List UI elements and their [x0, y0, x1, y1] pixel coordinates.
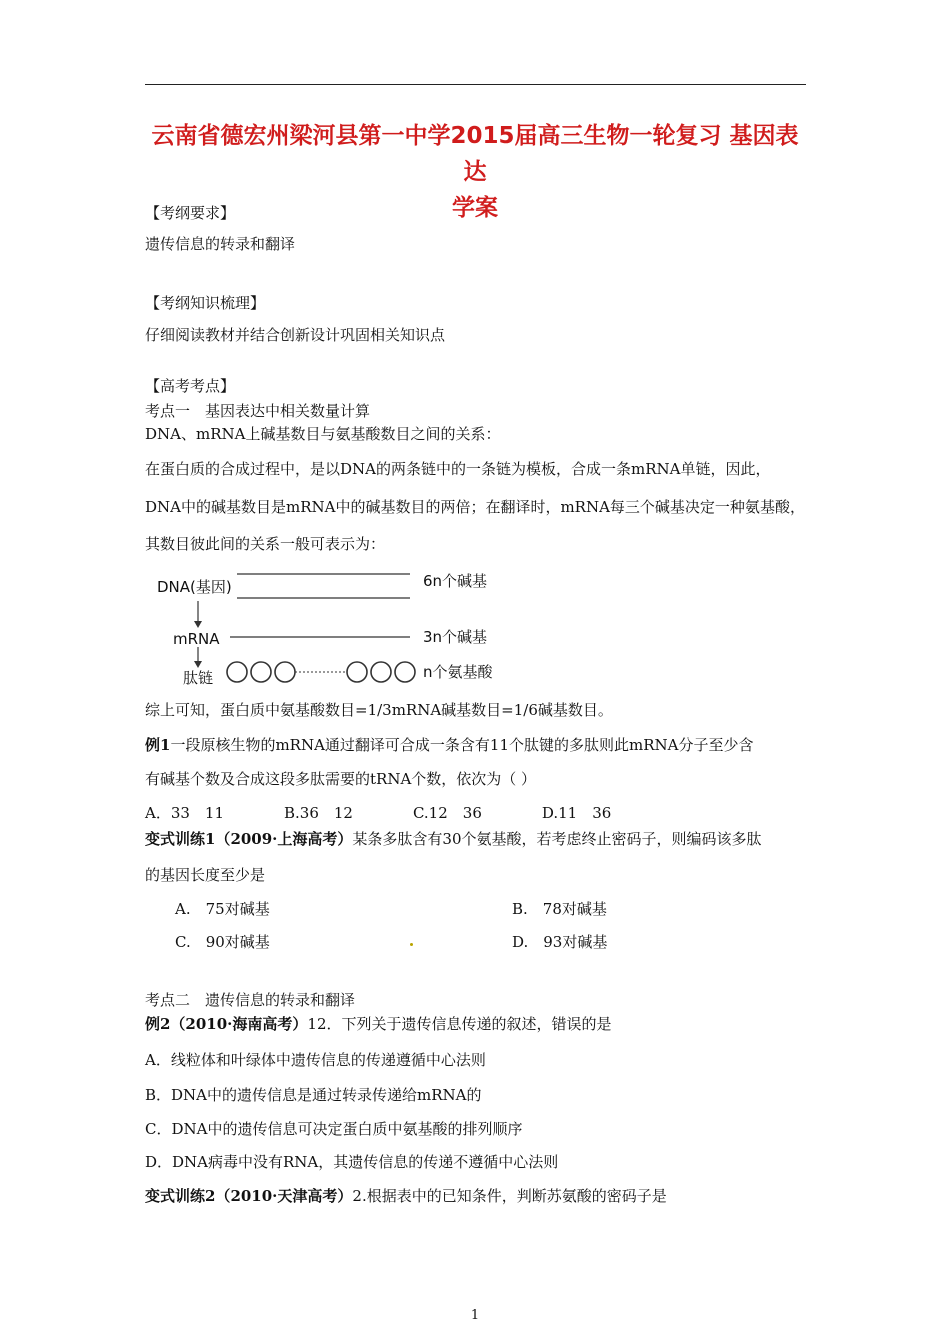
example2-label: 例2（2010·海南高考）: [145, 1015, 308, 1033]
variant1-text-2: 的基因长度至少是: [145, 866, 266, 884]
variant2-label: 变式训练2（2010·天津高考）: [145, 1187, 353, 1205]
title-line-1: 云南省德宏州梁河县第一中学2015届高三生物一轮复习 基因表达: [151, 123, 799, 185]
point1-paragraph-2: DNA中的碱基数目是mRNA中的碱基数目的两倍；在翻译时，mRNA每三个碱基决定一种氨基酸，: [145, 498, 805, 516]
variant1-option-d: D. 93对碱基: [512, 933, 608, 951]
amino-acid-circle: [227, 662, 247, 682]
diagram-mrna-label: mRNA: [173, 630, 220, 648]
amino-acid-circle: [275, 662, 295, 682]
point1-paragraph-3: 其数目彼此间的关系一般可表示为：: [145, 535, 386, 553]
variant2-line: [145, 1186, 667, 1206]
stray-dot-mark: [410, 943, 413, 946]
variant1-option-b: B. 78对碱基: [512, 900, 607, 918]
amino-acid-circle: [395, 662, 415, 682]
point1-summary: 综上可知，蛋白质中氨基酸数目=1/3mRNA碱基数目=1/6碱基数目。: [145, 701, 613, 719]
diagram-dna-count: 6n个碱基: [423, 572, 488, 590]
point2-heading: 考点二 遗传信息的转录和翻译: [145, 991, 356, 1009]
variant1-label: 变式训练1（2009·上海高考）: [145, 830, 353, 848]
knowledge-text: 仔细阅读教材并结合创新设计巩固相关知识点: [145, 326, 446, 344]
example1-text-1: 一段原核生物的mRNA通过翻译可合成一条含有11个肽键的多肽则此mRNA分子至少含: [170, 736, 754, 754]
document-title: [140, 118, 810, 226]
variant1-line-1: [145, 829, 762, 849]
syllabus-text: 遗传信息的转录和翻译: [145, 235, 296, 253]
example2-option-d: D．DNA病毒中没有RNA，其遗传信息的传递不遵循中心法则: [145, 1153, 559, 1171]
point1-heading: 考点一 基因表达中相关数量计算: [145, 402, 371, 420]
example2-option-b: B．DNA中的遗传信息是通过转录传递给mRNA的: [145, 1086, 482, 1104]
diagram-mrna-count: 3n个碱基: [423, 628, 488, 646]
variant1-option-c: C. 90对碱基: [175, 933, 270, 951]
example2-option-a: A．线粒体和叶绿体中遗传信息的传递遵循中心法则: [145, 1051, 486, 1069]
header-rule: [145, 84, 806, 85]
example2-text: 12．下列关于遗传信息传递的叙述，错误的是: [307, 1015, 612, 1033]
dna-mrna-peptide-diagram: [145, 565, 495, 691]
point1-paragraph-1: 在蛋白质的合成过程中，是以DNA的两条链中的一条链为模板，合成一条mRNA单链，因此，: [145, 460, 771, 478]
arrow-translation-head: [194, 661, 202, 668]
amino-acid-circle: [347, 662, 367, 682]
variant1-text-1: 某条多肽含有30个氨基酸，若考虑终止密码子，则编码该多肽: [352, 830, 762, 848]
variant1-option-a: A. 75对碱基: [175, 900, 270, 918]
example1-text-2: 有碱基个数及合成这段多肽需要的tRNA个数，依次为（ ）: [145, 770, 537, 788]
amino-acid-circle: [251, 662, 271, 682]
example2-option-c: C．DNA中的遗传信息可决定蛋白质中氨基酸的排列顺序: [145, 1120, 523, 1138]
example2-line: [145, 1014, 612, 1034]
diagram-peptide-label: 肽链: [183, 669, 214, 687]
exam-points-header: 【高考考点】: [145, 377, 236, 395]
diagram-dna-label: DNA(基因): [157, 578, 232, 596]
arrow-transcription-head: [194, 621, 202, 628]
point1-relation: DNA、mRNA上碱基数目与氨基酸数目之间的关系：: [145, 425, 501, 443]
amino-acid-circle: [371, 662, 391, 682]
knowledge-header: 【考纲知识梳理】: [145, 294, 266, 312]
diagram-peptide-count: n个氨基酸: [423, 663, 493, 681]
variant2-text: 2.根据表中的已知条件，判断苏氨酸的密码子是: [352, 1187, 667, 1205]
example1-line-1: [145, 735, 753, 755]
title-line-2: 学案: [452, 195, 498, 221]
example1-options: A．33 11 B.36 12 C.12 36 D.11 36: [145, 804, 612, 822]
page-number: 1: [470, 1308, 480, 1323]
syllabus-header: 【考纲要求】: [145, 204, 236, 222]
example1-label: 例1: [145, 736, 171, 754]
